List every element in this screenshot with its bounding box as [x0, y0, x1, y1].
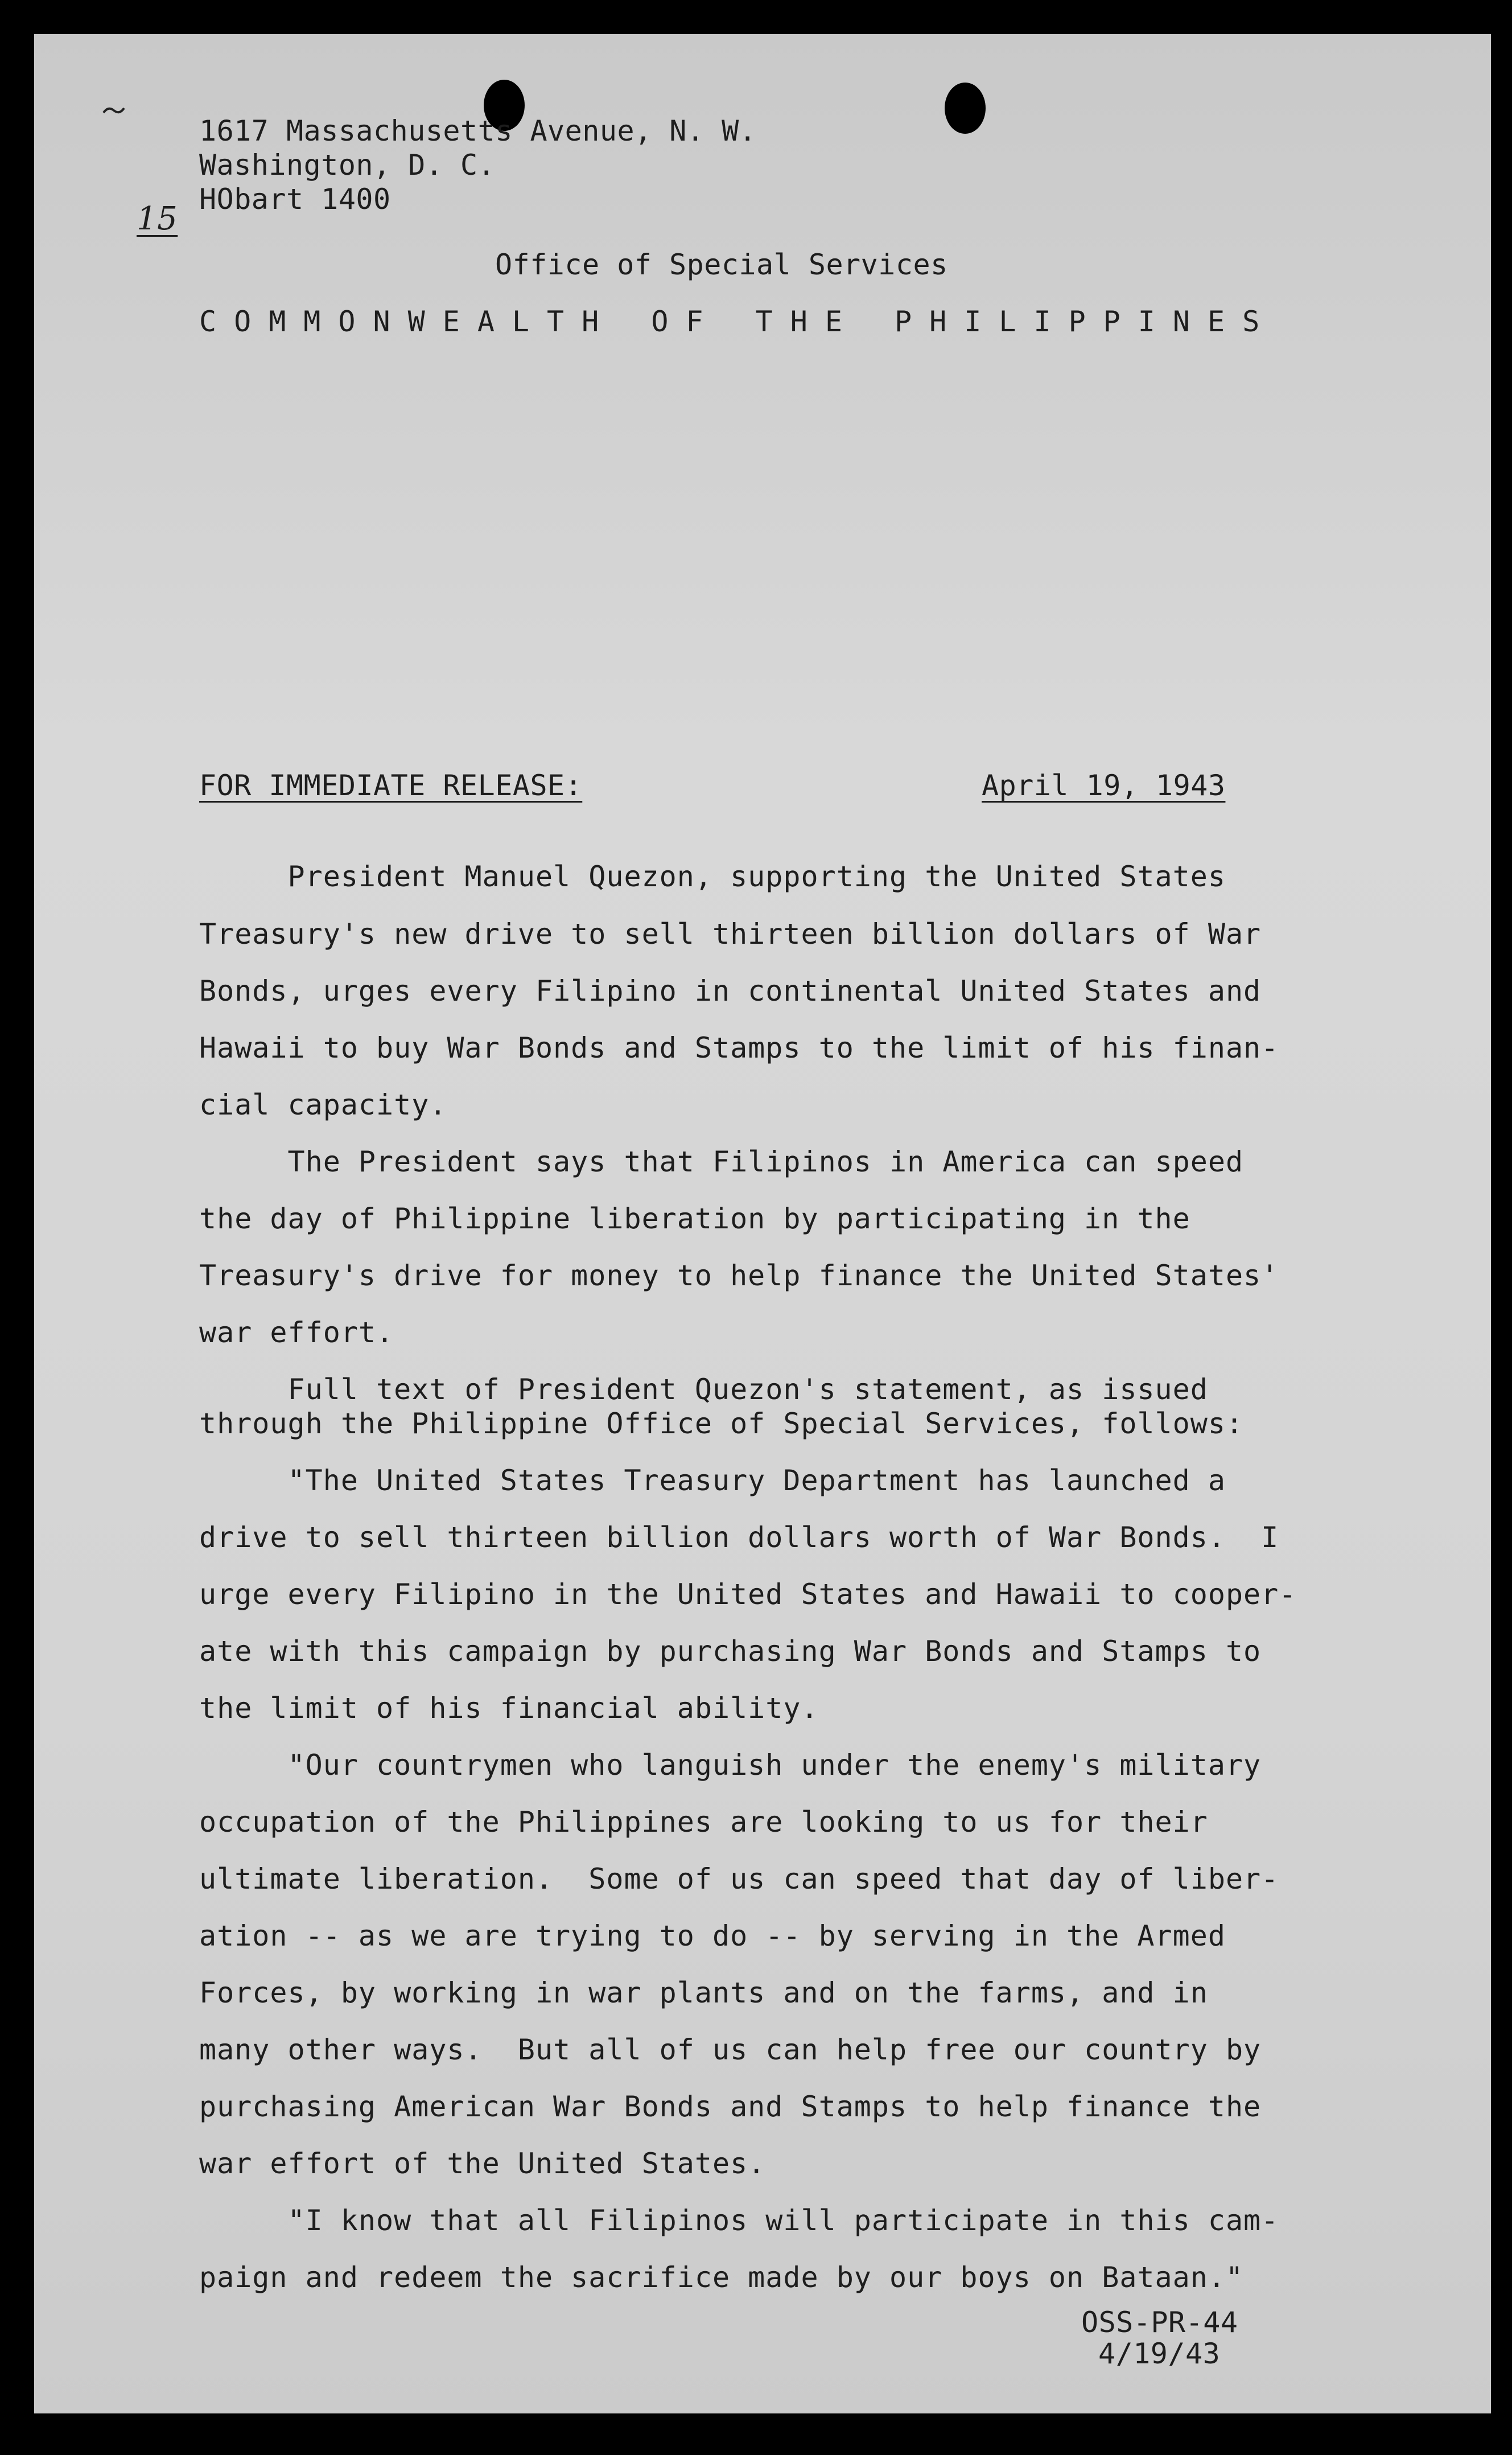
address-line-2: Washington, D. C.: [199, 149, 496, 182]
punch-hole-right: [945, 83, 986, 134]
body-line: Forces, by working in war plants and on the farms, and in: [199, 1976, 1208, 2009]
body-line: through the Philippine Office of Special Services, follows:: [199, 1407, 1244, 1440]
body-line: the limit of his financial ability.: [199, 1692, 819, 1725]
organization-title: COMMONWEALTH OF THE PHILIPPINES: [199, 305, 1278, 338]
body-line: many other ways. But all of us can help free our country by: [199, 2033, 1262, 2066]
body-line: "Our countrymen who languish under the enemy's military: [199, 1749, 1262, 1782]
body-line: drive to sell thirteen billion dollars worth of War Bonds. I: [199, 1521, 1279, 1554]
office-title: Office of Special Services: [495, 248, 948, 281]
body-line: ate with this campaign by purchasing War Bonds and Stamps to: [199, 1635, 1262, 1668]
body-line: President Manuel Quezon, supporting the United States: [199, 860, 1226, 893]
ink-mark-icon: [102, 102, 125, 120]
release-date: April 19, 1943: [982, 769, 1226, 802]
body-line: Treasury's drive for money to help finance the United States': [199, 1259, 1279, 1292]
handwritten-page-number: 15: [137, 200, 178, 237]
body-line: The President says that Filipinos in America can speed: [199, 1145, 1244, 1178]
footer-date: 4/19/43: [1098, 2337, 1221, 2370]
body-line: ultimate liberation. Some of us can speed that day of liber-: [199, 1862, 1279, 1895]
body-line: Bonds, urges every Filipino in continental United States and: [199, 974, 1262, 1008]
body-line: cial capacity.: [199, 1088, 447, 1121]
body-line: purchasing American War Bonds and Stamps to help finance the: [199, 2090, 1262, 2123]
document-page: [34, 34, 1491, 2413]
body-line: the day of Philippine liberation by participating in the: [199, 1202, 1190, 1235]
body-line: Treasury's new drive to sell thirteen billion dollars of War: [199, 918, 1262, 951]
body-line: ation -- as we are trying to do -- by serving in the Armed: [199, 1919, 1226, 1952]
body-line: Full text of President Quezon's statement, as issued: [199, 1373, 1208, 1406]
body-line: war effort of the United States.: [199, 2147, 766, 2180]
body-line: Hawaii to buy War Bonds and Stamps to the limit of his finan-: [199, 1031, 1279, 1064]
body-line: occupation of the Philippines are looking to us for their: [199, 1806, 1208, 1839]
body-line: "I know that all Filipinos will participate in this cam-: [199, 2204, 1279, 2237]
address-line-1: 1617 Massachusetts Avenue, N. W.: [199, 114, 757, 147]
body-line: paign and redeem the sacrifice made by our boys on Bataan.": [199, 2261, 1244, 2294]
body-line: war effort.: [199, 1316, 394, 1349]
body-line: urge every Filipino in the United States and Hawaii to cooper-: [199, 1578, 1297, 1611]
phone-line: HObart 1400: [199, 183, 391, 216]
body-line: "The United States Treasury Department has launched a: [199, 1464, 1226, 1497]
document-code: OSS-PR-44: [1081, 2306, 1238, 2339]
release-label: FOR IMMEDIATE RELEASE:: [199, 769, 583, 802]
